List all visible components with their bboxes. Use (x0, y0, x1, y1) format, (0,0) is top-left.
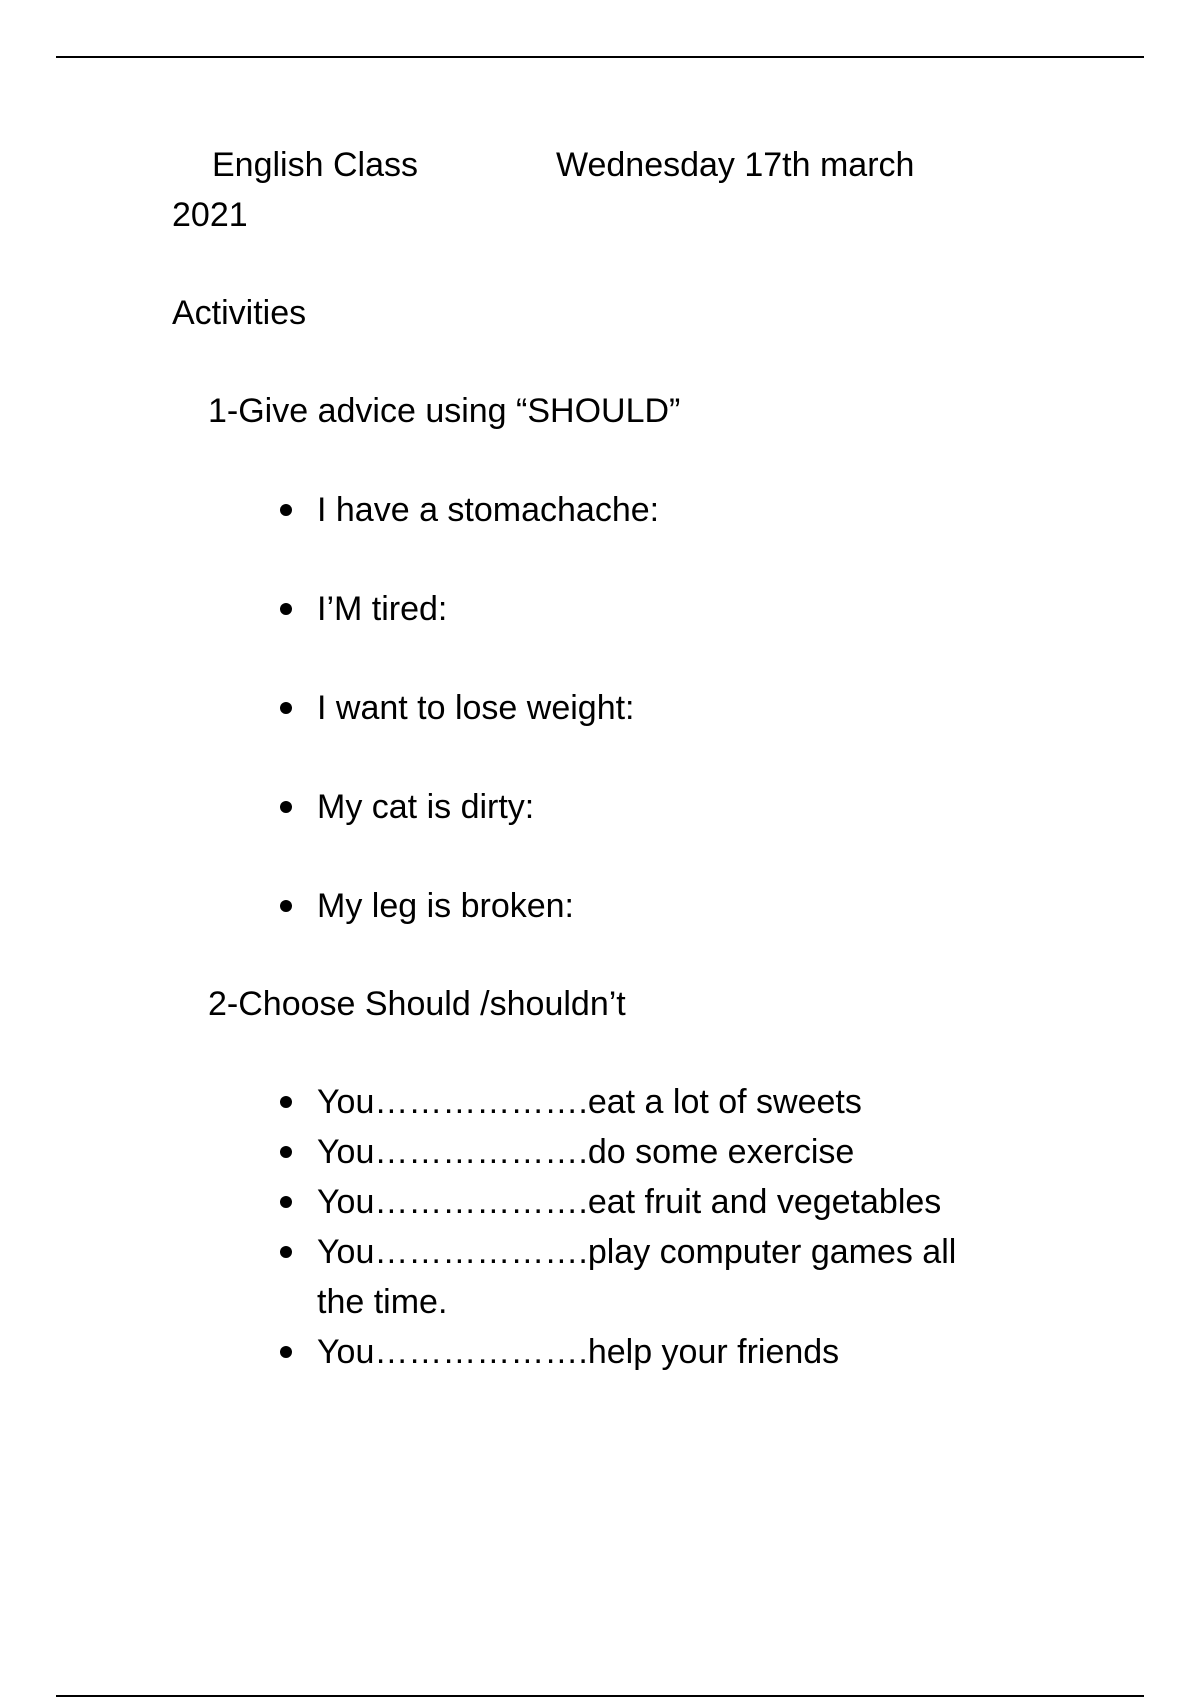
list-item (172, 881, 992, 931)
list-item (172, 584, 992, 634)
bullet-icon (280, 1196, 292, 1208)
bullet-icon (280, 603, 292, 615)
task-2-title: 2-Choose Should /shouldn’t (208, 985, 626, 1023)
task-1-list (172, 485, 992, 931)
date-text: Wednesday 17th march 2021 (172, 146, 924, 234)
list-item-text: You……………….play computer games all the time. (317, 1233, 957, 1321)
list-item (172, 485, 992, 535)
list-item-text: My cat is dirty: (317, 788, 535, 826)
bullet-icon (280, 1096, 292, 1108)
list-item-text: I have a stomachache: (317, 491, 660, 529)
list-item-text: You……………….eat fruit and vegetables (317, 1183, 942, 1221)
bullet-icon (280, 504, 292, 516)
bullet-icon (280, 1246, 292, 1258)
list-item-text: You……………….help your friends (317, 1333, 840, 1371)
worksheet-header (172, 140, 972, 240)
list-item (172, 782, 992, 832)
list-item (172, 1327, 992, 1377)
top-rule (56, 56, 1144, 58)
bottom-rule (56, 1695, 1144, 1697)
list-item-text: You……………….eat a lot of sweets (317, 1083, 862, 1121)
worksheet-body (172, 140, 992, 1377)
task-1-title: 1-Give advice using “SHOULD” (208, 392, 681, 430)
bullet-icon (280, 1346, 292, 1358)
list-item (172, 683, 992, 733)
class-label: English Class (212, 146, 418, 184)
list-item (172, 1227, 992, 1327)
list-item-text: I want to lose weight: (317, 689, 635, 727)
section-label: Activities (172, 294, 307, 332)
bullet-icon (280, 900, 292, 912)
task-2-list (172, 1077, 992, 1377)
list-item (172, 1177, 992, 1227)
list-item-text: I’M tired: (317, 590, 448, 628)
list-item (172, 1077, 992, 1127)
list-item-text: My leg is broken: (317, 887, 574, 925)
bullet-icon (280, 1146, 292, 1158)
bullet-icon (280, 801, 292, 813)
bullet-icon (280, 702, 292, 714)
list-item (172, 1127, 992, 1177)
list-item-text: You……………….do some exercise (317, 1133, 855, 1171)
